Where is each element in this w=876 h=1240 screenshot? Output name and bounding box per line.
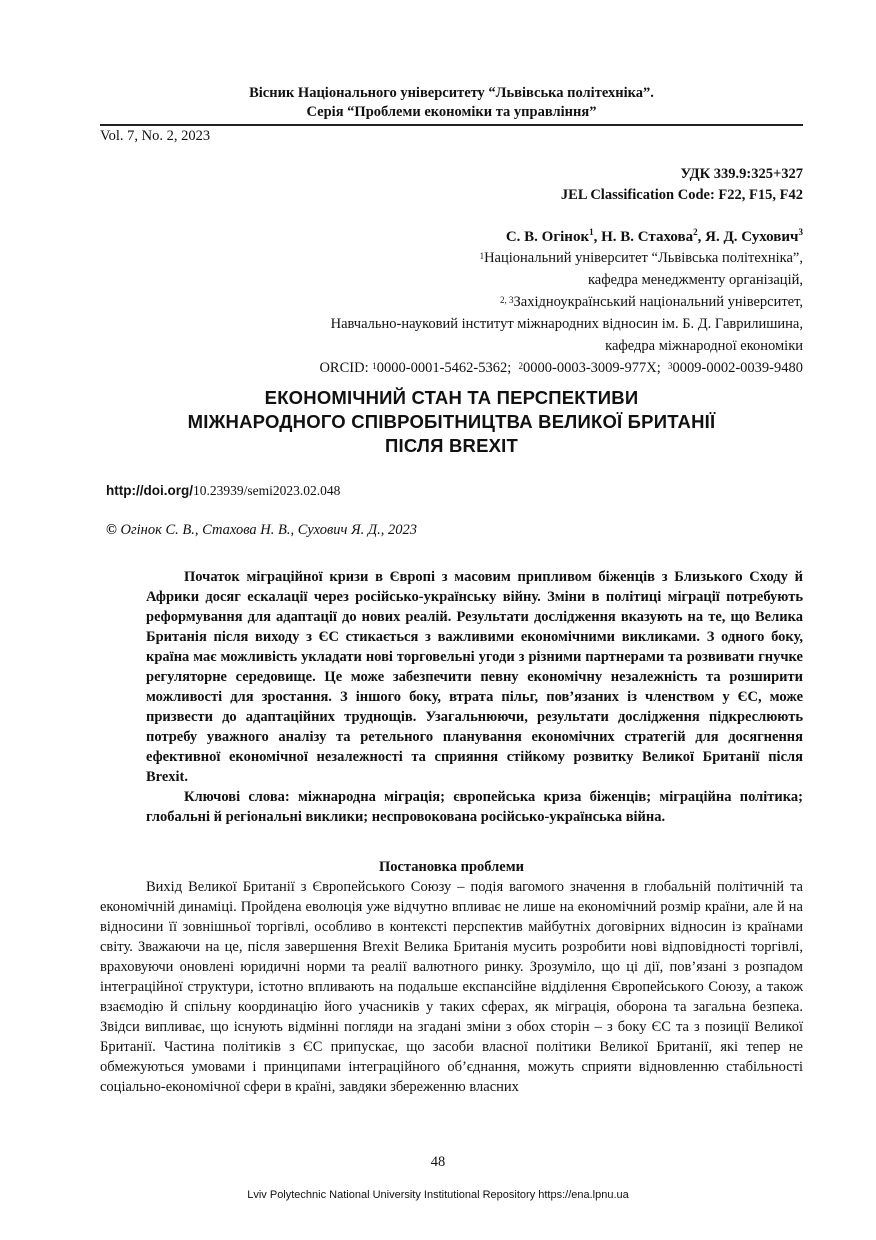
affiliation-line: Навчально-науковий інститут міжнародних відносин ім. Б. Д. Гаврилишина, bbox=[330, 316, 803, 332]
affiliation-line bbox=[319, 291, 803, 313]
orcid-id[interactable]: 0009-0002-0039-9480 bbox=[672, 360, 803, 376]
volume-info: Vol. 7, No. 2, 2023 bbox=[100, 128, 211, 144]
copyright-line bbox=[106, 522, 417, 539]
orcid-label: ORCID: bbox=[319, 360, 373, 376]
article-title bbox=[100, 386, 803, 458]
author-separator: , bbox=[697, 229, 706, 245]
body-text bbox=[100, 877, 803, 1097]
body-paragraph: Вихід Великої Британії з Європейського Союзу – подія вагомого значення в глобальній політичній та економічній динаміці. Пройдена еволюція уже відчутно впливає не лише на економічний розмір країни, але й на відносини її зовнішньої торгівлі, особливо в контексті перспектив майбутніх договірних відносин із країнами світу. Зважаючи на це, після завершення Brexit Велика Британія мусить розробити нові відповідності торгівлі, враховуючи оновлені юридичні норми та реалії валютного ринку. Зрозуміло, що ці дії, пов’язані з розпадом інтеграційної структури, істотно впливають на подальше експансійне відділення Європейського Союзу, а також взаємодію й спільну координацію його учасників у таких сферах, як міграція, оборона та загальна безпека. Звідси випливає, що існують відмінні погляди на згадані зміни з обох сторін – з боку ЄС та з позиції Великої Британії. Частина політиків з ЄС припускає, що засоби власної політики Великої Британії, які тепер не обмежуються умовами і принципами інтеграційного об’єднання, можуть сприяти відновленню стабільності соціально-економічної сфери в країні, завдяки збереженню власних bbox=[100, 879, 803, 1095]
copyright-text: Огінок С. В., Стахова Н. В., Сухович Я. Д., 2023 bbox=[120, 522, 417, 538]
author-name: С. В. Огінок bbox=[505, 229, 590, 245]
title-line: ПІСЛЯ BREXIT bbox=[385, 435, 518, 456]
affiliation-line: кафедра міжнародної економіки bbox=[605, 338, 803, 354]
authors-line bbox=[506, 229, 803, 246]
orcid-mark: 2 bbox=[518, 361, 523, 371]
repository-footer: Lviv Polytechnic National University Institutional Repository https://ena.lpnu.ua bbox=[247, 1189, 629, 1201]
jel-code: JEL Classification Code: F22, F15, F42 bbox=[560, 187, 803, 203]
keywords: Ключові слова: міжнародна міграція; європейська криза біженців; міграційна політика; глобальні й регіональні виклики; неспровокована російсько-українська війна. bbox=[146, 789, 803, 825]
doi-prefix: http://doi.org/ bbox=[106, 483, 193, 498]
orcid-id[interactable]: 0000-0001-5462-5362; bbox=[376, 360, 512, 376]
section-heading: Постановка проблеми bbox=[379, 859, 524, 875]
affiliation-line: кафедра менеджменту організацій, bbox=[587, 272, 803, 288]
affiliation-text: Західноукраїнський національний університет, bbox=[513, 294, 803, 310]
abstract bbox=[146, 567, 803, 827]
doi-link[interactable] bbox=[106, 483, 340, 499]
abstract-text: Початок міграційної кризи в Європі з масовим припливом біженців з Близького Сходу й Африки досяг ескалації через російсько-українську війну. Зміни в політиці міграції потребують реформування для адаптації до нових реалій. Результати дослідження вказують на те, що Велика Британія після виходу з ЄС стикається з важливими економічними викликами. З одного боку, країна має можливість укладати нові торговельні угоди з різними партнерами та розвивати гнучке регуляторне середовище. Це може забезпечити певну економічну незалежність та розширити можливості для зростання. З іншого боку, втрата пільг, пов’язаних із членством у ЄС, може призвести до адаптаційних труднощів. Узагальнюючи, результати дослідження підкреслюють потребу уважного аналізу та ретельного планування економічних стратегій для досягнення ефективної економічної незалежності та сприяння стійкому розвитку Великої Британії після Brexit. bbox=[146, 569, 803, 785]
author-affil-mark: 2 bbox=[693, 227, 698, 237]
journal-title: Вісник Національного університету “Львівська політехніка”. bbox=[249, 85, 654, 101]
affiliation-text: Національний університет “Львівська політехніка”, bbox=[484, 250, 803, 266]
orcid-line bbox=[319, 357, 803, 379]
classification-block bbox=[561, 164, 803, 206]
affil-mark: 2, 3 bbox=[500, 295, 514, 305]
title-line: МІЖНАРОДНОГО СПІВРОБІТНИЦТВА ВЕЛИКОЇ БРИТАНІЇ bbox=[187, 411, 716, 432]
orcid-mark: 3 bbox=[668, 361, 673, 371]
copyright-symbol: © bbox=[106, 522, 117, 538]
affiliations bbox=[319, 247, 803, 379]
affiliation-line bbox=[319, 247, 803, 269]
title-line: ЕКОНОМІЧНИЙ СТАН ТА ПЕРСПЕКТИВИ bbox=[264, 387, 639, 408]
orcid-mark: 1 bbox=[372, 361, 377, 371]
affil-mark: 1 bbox=[479, 251, 485, 261]
orcid-id[interactable]: 0000-0003-3009-977X; bbox=[523, 360, 661, 376]
author-name: Я. Д. Сухович bbox=[705, 229, 799, 245]
author-separator: , bbox=[593, 229, 602, 245]
journal-header bbox=[100, 84, 803, 122]
author-affil-mark: 3 bbox=[798, 227, 803, 237]
udk-code: УДК 339.9:325+327 bbox=[680, 166, 803, 182]
doi-value: 10.23939/semi2023.02.048 bbox=[192, 483, 341, 498]
page-number: 48 bbox=[430, 1154, 446, 1170]
author-affil-mark: 1 bbox=[589, 227, 594, 237]
header-divider bbox=[100, 124, 803, 126]
journal-series: Серія “Проблеми економіки та управління” bbox=[306, 104, 597, 120]
author-name: Н. В. Стахова bbox=[601, 229, 694, 245]
